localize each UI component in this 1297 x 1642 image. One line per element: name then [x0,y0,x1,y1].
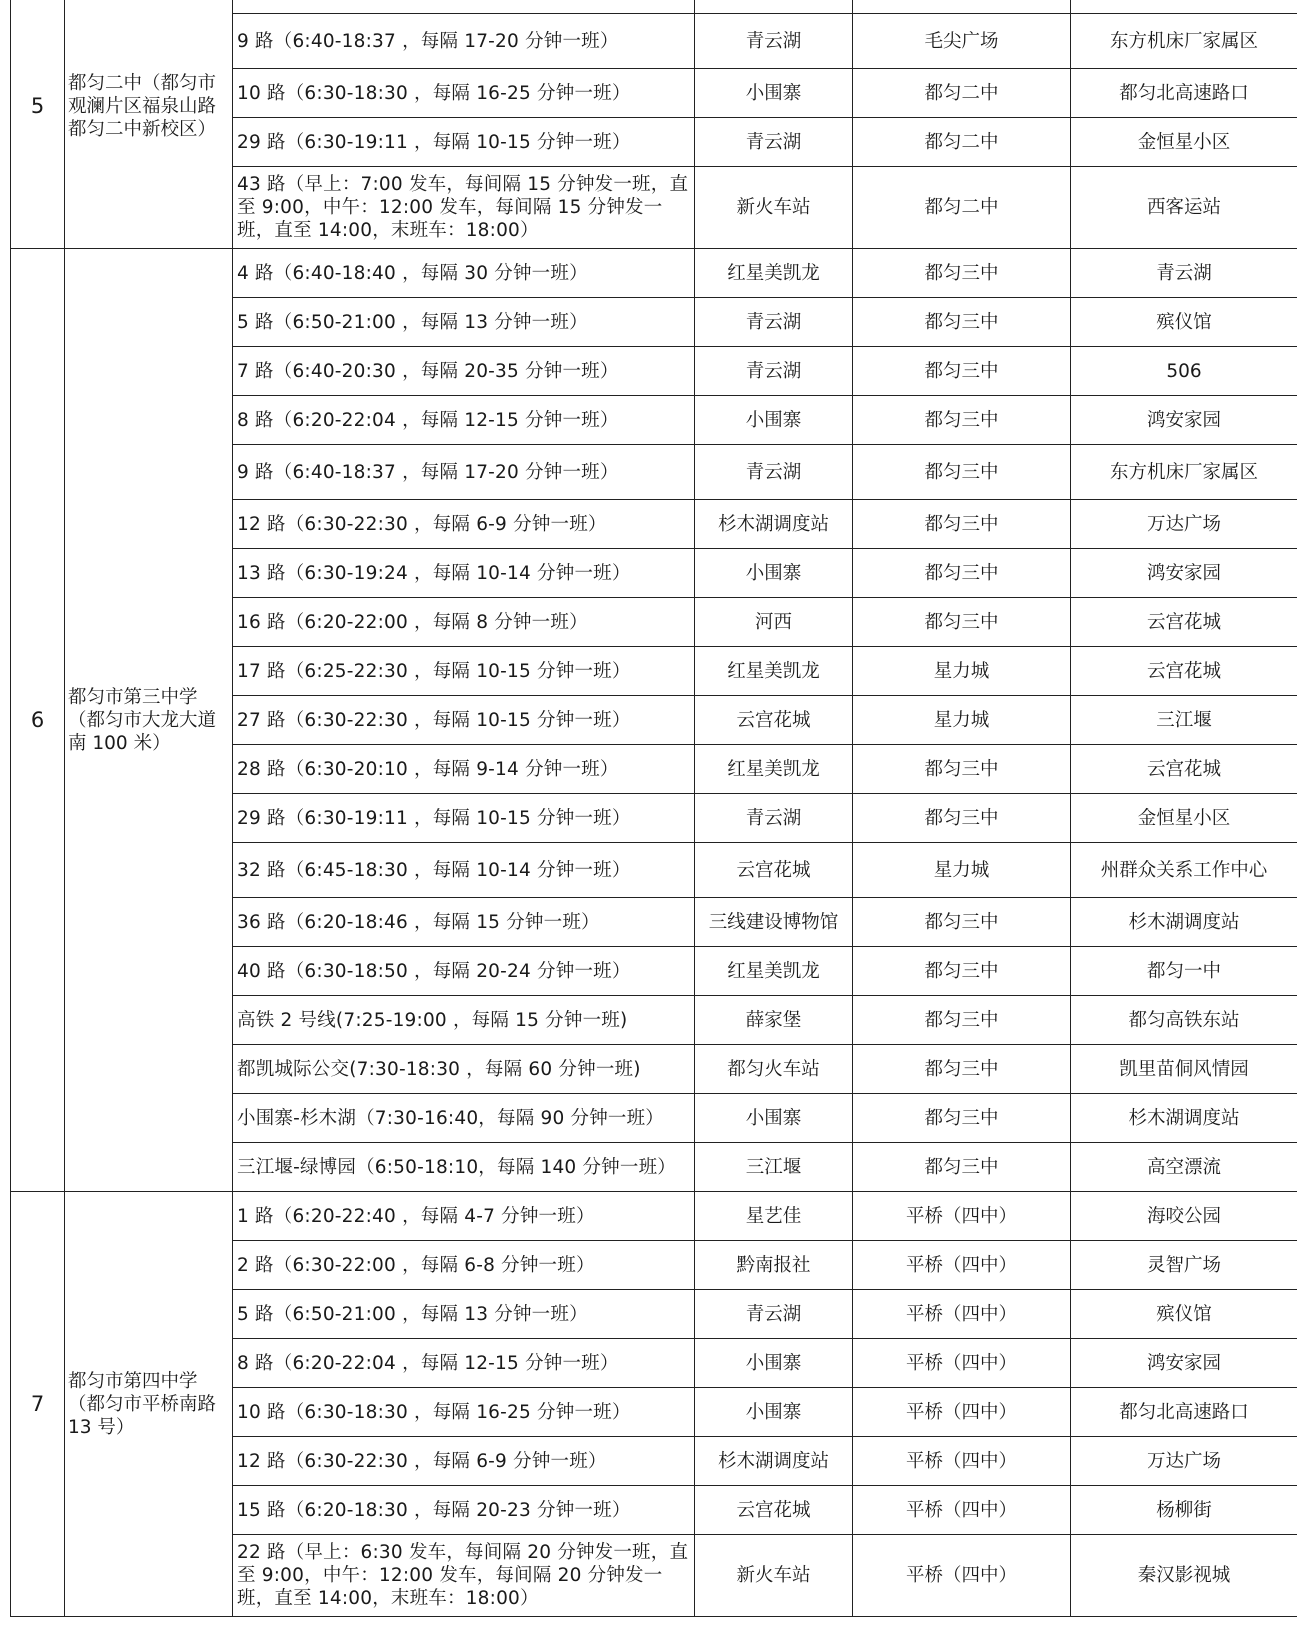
terminal-cell: 青云湖 [1071,249,1297,298]
terminal-cell: 万达广场 [1071,1437,1297,1486]
route-cell: 13 路（6:30-19:24 ，每隔 10-14 分钟一班） [233,549,695,598]
terminal-cell: 殡仪馆 [1071,1290,1297,1339]
origin-cell: 三江堰 [695,1143,853,1192]
origin-cell: 云宫花城 [695,1486,853,1535]
origin-cell: 河西 [695,598,853,647]
origin-cell: 小围寨 [695,1339,853,1388]
terminal-cell: 西客运站 [1071,167,1297,249]
stop-cell: 星力城 [853,647,1071,696]
stop-cell: 都匀三中 [853,249,1071,298]
stop-cell: 平桥（四中） [853,1290,1071,1339]
stop-cell: 星力城 [853,843,1071,898]
stop-cell: 都匀三中 [853,396,1071,445]
route-cell: 2 路（6:30-22:00 ，每隔 6-8 分钟一班） [233,1241,695,1290]
school-name: 都匀市第四中学（都匀市平桥南路 13 号） [65,1192,233,1617]
origin-cell: 星艺佳 [695,1192,853,1241]
origin-cell: 小围寨 [695,396,853,445]
terminal-cell: 506 [1071,347,1297,396]
terminal-cell: 鸿安家园 [1071,549,1297,598]
terminal-cell: 鸿安家园 [1071,396,1297,445]
route-cell: 27 路（6:30-22:30 ，每隔 10-15 分钟一班） [233,696,695,745]
origin-cell: 青云湖 [695,445,853,500]
stop-cell: 都匀三中 [853,347,1071,396]
origin-cell: 青云湖 [695,118,853,167]
origin-cell: 青云湖 [695,794,853,843]
stop-cell: 平桥（四中） [853,1388,1071,1437]
terminal-cell: 秦汉影视城 [1071,1535,1297,1617]
stop-cell: 都匀三中 [853,996,1071,1045]
stop-cell: 星力城 [853,696,1071,745]
terminal-cell: 灵智广场 [1071,1241,1297,1290]
stop-cell: 都匀二中 [853,118,1071,167]
terminal-cell: 云宫花城 [1071,598,1297,647]
route-cell: 5 路（6:50-21:00 ，每隔 13 分钟一班） [233,298,695,347]
route-cell: 36 路（6:20-18:46 ，每隔 15 分钟一班） [233,898,695,947]
route-cell: 8 路（6:20-22:04 ，每隔 12-15 分钟一班） [233,1339,695,1388]
terminal-cell: 鸿安家园 [1071,1339,1297,1388]
terminal-cell: 杨柳街 [1071,1486,1297,1535]
route-cell: 小围寨-杉木湖（7:30-16:40，每隔 90 分钟一班） [233,1094,695,1143]
origin-cell: 云宫花城 [695,696,853,745]
route-cell: 29 路（6:30-19:11 ，每隔 10-15 分钟一班） [233,794,695,843]
school-name: 都匀市第三中学（都匀市大龙大道南 100 米） [65,249,233,1192]
stop-cell: 都匀三中 [853,1045,1071,1094]
stop-cell: 都匀三中 [853,947,1071,996]
route-cell: 10 路（6:30-18:30 ，每隔 16-25 分钟一班） [233,1388,695,1437]
stop-cell: 都匀二中 [853,69,1071,118]
origin-cell: 红星美凯龙 [695,647,853,696]
origin-cell: 红星美凯龙 [695,249,853,298]
stop-cell: 都匀三中 [853,549,1071,598]
terminal-cell: 海咬公园 [1071,1192,1297,1241]
terminal-cell: 云宫花城 [1071,647,1297,696]
stop-cell: 毛尖广场 [853,14,1071,69]
terminal-cell: 凯里苗侗风情园 [1071,1045,1297,1094]
route-cell: 高铁 2 号线(7:25-19:00 ，每隔 15 分钟一班) [233,996,695,1045]
route-cell: 15 路（6:20-18:30 ，每隔 20-23 分钟一班） [233,1486,695,1535]
route-cell: 三江堰-绿博园（6:50-18:10，每隔 140 分钟一班） [233,1143,695,1192]
origin-cell: 青云湖 [695,298,853,347]
terminal-cell: 云宫花城 [1071,745,1297,794]
school-name: 都匀二中（都匀市观澜片区福泉山路都匀二中新校区） [65,0,233,249]
terminal-cell: 高空漂流 [1071,1143,1297,1192]
terminal-cell: 杉木湖调度站 [1071,1094,1297,1143]
terminal-cell: 殡仪馆 [1071,298,1297,347]
terminal-cell: 杉木湖调度站 [1071,898,1297,947]
origin-cell: 青云湖 [695,14,853,69]
origin-cell: 杉木湖调度站 [695,500,853,549]
origin-cell: 杉木湖调度站 [695,1437,853,1486]
route-cell: 9 路（6:40-18:37 ，每隔 17-20 分钟一班） [233,14,695,69]
stop-cell [853,0,1071,14]
route-cell: 1 路（6:20-22:40 ，每隔 4-7 分钟一班） [233,1192,695,1241]
terminal-cell: 都匀高铁东站 [1071,996,1297,1045]
origin-cell: 小围寨 [695,1388,853,1437]
table-row [11,249,1297,298]
terminal-cell: 东方机床厂家属区 [1071,14,1297,69]
route-cell: 22 路（早上：6:30 发车，每间隔 20 分钟发一班，直至 9:00，中午：12:00 发车，每间隔 20 分钟发一班，直至 14:00，末班车：18:00） [233,1535,695,1617]
route-cell: 5 路（6:50-21:00 ，每隔 13 分钟一班） [233,1290,695,1339]
route-cell: 28 路（6:30-20:10 ，每隔 9-14 分钟一班） [233,745,695,794]
route-cell: 4 路（6:40-18:40 ，每隔 30 分钟一班） [233,249,695,298]
stop-cell: 都匀三中 [853,794,1071,843]
stop-cell: 平桥（四中） [853,1486,1071,1535]
route-cell: 43 路（早上：7:00 发车，每间隔 15 分钟发一班，直至 9:00，中午：12:00 发车，每间隔 15 分钟发一班，直至 14:00，末班车：18:00） [233,167,695,249]
stop-cell: 都匀三中 [853,598,1071,647]
origin-cell: 青云湖 [695,1290,853,1339]
route-cell: 9 路（6:40-18:37 ，每隔 17-20 分钟一班） [233,445,695,500]
origin-cell: 都匀火车站 [695,1045,853,1094]
stop-cell: 平桥（四中） [853,1535,1071,1617]
origin-cell: 小围寨 [695,1094,853,1143]
terminal-cell: 金恒星小区 [1071,794,1297,843]
section-number: 5 [11,0,65,249]
stop-cell: 都匀三中 [853,500,1071,549]
route-cell: 12 路（6:30-22:30 ，每隔 6-9 分钟一班） [233,1437,695,1486]
terminal-cell: 都匀北高速路口 [1071,1388,1297,1437]
section-number: 7 [11,1192,65,1617]
stop-cell: 平桥（四中） [853,1437,1071,1486]
origin-cell: 小围寨 [695,69,853,118]
terminal-cell: 金恒星小区 [1071,118,1297,167]
terminal-cell [1071,0,1297,14]
route-cell: 都凯城际公交(7:30-18:30 ，每隔 60 分钟一班) [233,1045,695,1094]
stop-cell: 都匀二中 [853,167,1071,249]
stop-cell: 都匀三中 [853,898,1071,947]
stop-cell: 都匀三中 [853,298,1071,347]
stop-cell: 平桥（四中） [853,1241,1071,1290]
route-cell: 17 路（6:25-22:30 ，每隔 10-15 分钟一班） [233,647,695,696]
terminal-cell: 东方机床厂家属区 [1071,445,1297,500]
origin-cell: 红星美凯龙 [695,745,853,794]
origin-cell: 云宫花城 [695,843,853,898]
route-cell: 8 路（6:20-22:04 ，每隔 12-15 分钟一班） [233,396,695,445]
stop-cell: 都匀三中 [853,445,1071,500]
stop-cell: 平桥（四中） [853,1192,1071,1241]
route-cell: 7 路（6:40-20:30 ，每隔 20-35 分钟一班） [233,347,695,396]
route-cell: 40 路（6:30-18:50 ，每隔 20-24 分钟一班） [233,947,695,996]
origin-cell: 三线建设博物馆 [695,898,853,947]
stop-cell: 都匀三中 [853,1094,1071,1143]
table-row [11,0,1297,14]
origin-cell: 薛家堡 [695,996,853,1045]
route-cell: 10 路（6:30-18:30 ，每隔 16-25 分钟一班） [233,69,695,118]
bus-route-table [10,0,1297,1617]
origin-cell: 新火车站 [695,1535,853,1617]
terminal-cell: 都匀北高速路口 [1071,69,1297,118]
stop-cell: 平桥（四中） [853,1339,1071,1388]
stop-cell: 都匀三中 [853,1143,1071,1192]
origin-cell: 新火车站 [695,167,853,249]
origin-cell: 红星美凯龙 [695,947,853,996]
table-row [11,1192,1297,1241]
origin-cell [695,0,853,14]
origin-cell: 黔南报社 [695,1241,853,1290]
origin-cell: 青云湖 [695,347,853,396]
route-cell: 29 路（6:30-19:11 ，每隔 10-15 分钟一班） [233,118,695,167]
stop-cell: 都匀三中 [853,745,1071,794]
terminal-cell: 都匀一中 [1071,947,1297,996]
route-cell: 16 路（6:20-22:00 ，每隔 8 分钟一班） [233,598,695,647]
terminal-cell: 万达广场 [1071,500,1297,549]
section-number: 6 [11,249,65,1192]
route-cell [233,0,695,14]
route-cell: 32 路（6:45-18:30 ，每隔 10-14 分钟一班） [233,843,695,898]
terminal-cell: 州群众关系工作中心 [1071,843,1297,898]
origin-cell: 小围寨 [695,549,853,598]
route-cell: 12 路（6:30-22:30 ，每隔 6-9 分钟一班） [233,500,695,549]
terminal-cell: 三江堰 [1071,696,1297,745]
